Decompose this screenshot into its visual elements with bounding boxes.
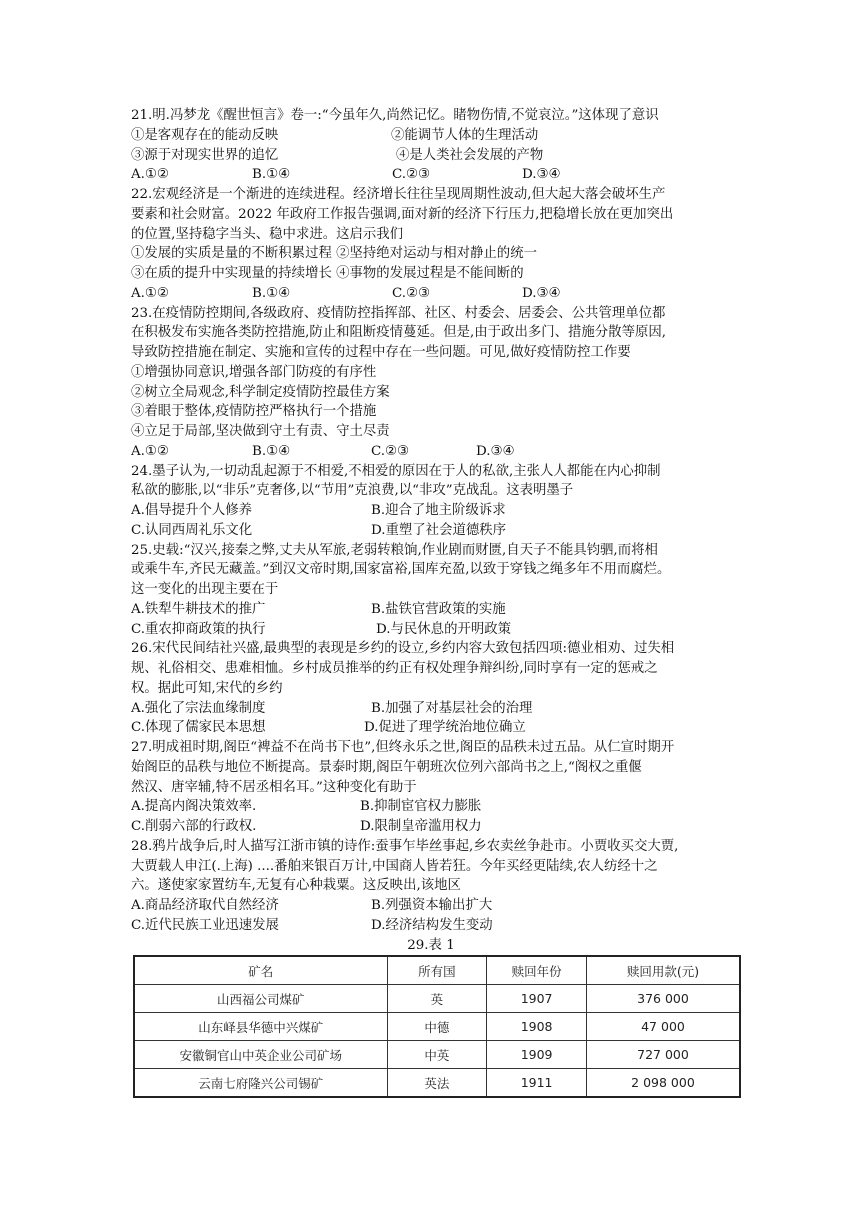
choice-d: D.③④ bbox=[522, 167, 561, 183]
q21-choices bbox=[131, 165, 731, 185]
q28-stem: 大贾载人申江(.上海) ....番舶来银百万计,中国商人皆若狂。今年买经更陆续,农人纺经十之 bbox=[131, 858, 658, 874]
q27-stem: 始阁臣的品秩与地位不断提高。景泰时期,阁臣午朝班次位列六部尚书之上,“阁权之重偃 bbox=[131, 759, 642, 775]
table-cell: 2 098 000 bbox=[586, 1069, 740, 1098]
choice-b: B.抑制宦官权力膨胀 bbox=[360, 799, 482, 815]
choice-c: C.削弱六部的行政权. bbox=[131, 819, 257, 834]
table-row bbox=[134, 1041, 740, 1069]
q28-stem: 28.鸦片战争后,时人描写江浙市镇的诗作:蚕事乍毕丝事起,乡农卖丝争赴市。小贾收买交大贾, bbox=[131, 838, 679, 854]
q22-stem: 22.宏观经济是一个渐进的连续进程。经济增长往往呈现周期性波动,但大起大落会破坏生产 bbox=[131, 187, 666, 202]
choice-a: A.①② bbox=[131, 443, 169, 459]
q23-item-4: ④立足于局部,坚决做到守土有责、守土尽责 bbox=[131, 424, 390, 439]
choice-d: D.经济结构发生变动 bbox=[371, 917, 493, 933]
choice-b: B.①④ bbox=[252, 443, 291, 459]
q21-stem: 21.明.冯梦龙《醒世恒言》卷一:“今虽年久,尚然记忆。睹物伤情,不觉哀泣。”这体现了意识 bbox=[131, 108, 659, 123]
q28-choices bbox=[131, 896, 731, 916]
choice-d: D.促进了理学统治地位确立 bbox=[364, 720, 526, 736]
q23-item-3: ③着眼于整体,疫情防控严格执行一个措施 bbox=[131, 404, 377, 420]
mine-redemption-table bbox=[133, 955, 741, 1098]
choice-a: A.①② bbox=[131, 167, 169, 183]
table-row bbox=[134, 985, 740, 1013]
choice-a: A.提高内阁决策效率. bbox=[131, 799, 257, 815]
q21-item-2: ②能调节人体的生理活动 bbox=[391, 127, 539, 143]
q22-items: ①发展的实质是量的不断积累过程 ②坚持绝对运动与相对静止的统一 bbox=[131, 246, 537, 262]
q22-items: ③在质的提升中实现量的持续增长 ④事物的发展过程是不能间断的 bbox=[131, 266, 524, 281]
choice-c: C.②③ bbox=[392, 285, 431, 301]
choice-a: A.强化了宗法血缘制度 bbox=[131, 700, 266, 716]
q22-choices bbox=[131, 284, 731, 304]
q21-item-4: ④是人类社会发展的产物 bbox=[396, 147, 544, 163]
choice-b: B.列强资本输出扩大 bbox=[371, 898, 493, 913]
table-header-cell: 所有国 bbox=[387, 956, 487, 985]
q27-stem: 27.明成祖时期,阁臣“裨益不在尚书下也”,但终永乐之世,阁臣的品秩未过五品。从仁宣时期开 bbox=[131, 740, 675, 755]
q23-stem: 23.在疫情防控期间,各级政府、疫情防控指挥部、社区、村委会、居委会、公共管理单位都 bbox=[131, 305, 666, 321]
q28-choices bbox=[131, 916, 731, 936]
table-cell: 1909 bbox=[487, 1041, 587, 1069]
table-cell: 中英 bbox=[387, 1041, 487, 1069]
choice-d: D.③④ bbox=[476, 443, 515, 459]
table-header-row bbox=[134, 956, 740, 985]
choice-c: C.认同西周礼乐文化 bbox=[131, 522, 253, 538]
choice-c: C.重农抑商政策的执行 bbox=[131, 621, 266, 637]
table-cell: 727 000 bbox=[586, 1041, 740, 1069]
choice-c: C.体现了儒家民本思想 bbox=[131, 720, 266, 736]
table-cell: 中德 bbox=[387, 1013, 487, 1041]
choice-a: A.①② bbox=[131, 285, 169, 301]
table-cell: 安徽铜官山中英企业公司矿场 bbox=[134, 1041, 387, 1069]
choice-a: A.铁犁牛耕技术的推广 bbox=[131, 601, 266, 617]
table-cell: 376 000 bbox=[586, 985, 740, 1013]
table-cell: 山东峄县华德中兴煤矿 bbox=[134, 1013, 387, 1041]
q26-stem: 规、礼俗相交、患难相恤。乡村成员推举的约正有权处理争辩纠纷,同时享有一定的惩戒之 bbox=[131, 661, 658, 676]
q26-stem: 权。据此可知,宋代的乡约 bbox=[131, 680, 283, 696]
q25-choices bbox=[131, 620, 731, 640]
table-cell: 英法 bbox=[387, 1069, 487, 1098]
choice-b: B.盐铁官营政策的实施 bbox=[371, 601, 506, 617]
q23-item-2: ②树立全局观念,科学制定疫情防控最佳方案 bbox=[131, 384, 390, 400]
q21-options-row bbox=[131, 126, 731, 146]
q23-item-1: ①增强协同意识,增强各部门防疫的有序性 bbox=[131, 364, 377, 380]
table-header-cell: 赎回年份 bbox=[487, 956, 587, 985]
q21-item-1: ①是客观存在的能动反映 bbox=[131, 127, 279, 143]
choice-c: C.②③ bbox=[392, 167, 431, 183]
q24-choices bbox=[131, 501, 731, 521]
table-cell: 英 bbox=[387, 985, 487, 1013]
choice-b: B.①④ bbox=[252, 285, 291, 301]
q26-choices bbox=[131, 699, 731, 719]
q25-choices bbox=[131, 600, 731, 620]
choice-a: A.商品经济取代自然经济 bbox=[131, 898, 279, 913]
q27-choices bbox=[131, 817, 731, 837]
q26-stem: 26.宋代民间结社兴盛,最典型的表现是乡约的设立,乡约内容大致包括四项:德业相劝、过失相 bbox=[131, 641, 675, 657]
q24-choices bbox=[131, 521, 731, 541]
choice-d: D.重塑了社会道德秩序 bbox=[371, 522, 507, 538]
table-row bbox=[134, 1013, 740, 1041]
q23-choices bbox=[131, 442, 731, 462]
table-header-cell: 赎回用款(元) bbox=[586, 956, 740, 985]
choice-d: D.与民休息的开明政策 bbox=[376, 621, 512, 637]
q25-stem: 或乘牛车,齐民无藏盖。”到汉文帝时期,国家富裕,国库充盈,以致于穿钱之绳多年不用而腐烂。 bbox=[131, 562, 671, 578]
q21-item-3: ③源于对现实世界的追忆 bbox=[131, 147, 279, 163]
q22-stem: 的位置,坚持稳字当头、稳中求进。这启示我们 bbox=[131, 226, 404, 242]
choice-c: C.近代民族工业迅速发展 bbox=[131, 917, 279, 933]
q24-stem: 私欲的膨胀,以“非乐”克奢侈,以“节用”克浪费,以“非攻”克战乱。这表明墨子 bbox=[131, 483, 574, 499]
q28-stem: 六。遂使家家置纺车,无复有心种栽粟。这反映出,该地区 bbox=[131, 878, 461, 894]
q27-choices bbox=[131, 797, 731, 817]
q29-table-title: 29.表 1 bbox=[407, 937, 455, 953]
q25-stem: 25.史载:“汉兴,接秦之弊,丈夫从军旅,老弱转粮饷,作业剧而财匮,自天子不能具钧驷,而将相 bbox=[131, 542, 658, 558]
table-cell: 山西福公司煤矿 bbox=[134, 985, 387, 1013]
q23-stem: 在积极发布实施各类防控措施,防止和阻断疫情蔓延。但是,由于政出多门、措施分散等原因, bbox=[131, 325, 667, 341]
table-cell: 47 000 bbox=[586, 1013, 740, 1041]
q27-stem: 然汉、唐宰辅,特不居丞相名耳。”这种变化有助于 bbox=[131, 779, 417, 795]
table-cell: 云南七府隆兴公司锡矿 bbox=[134, 1069, 387, 1098]
q22-stem: 要素和社会财富。2022 年政府工作报告强调,面对新的经济下行压力,把稳增长放在更加突出 bbox=[131, 206, 674, 222]
q24-stem: 24.墨子认为,一切动乱起源于不相爱,不相爱的原因在于人的私欲,主张人人都能在内心抑制 bbox=[131, 463, 661, 479]
q21-options-row bbox=[131, 146, 731, 166]
table-header-cell: 矿名 bbox=[134, 956, 387, 985]
q25-stem: 这一变化的出现主要在于 bbox=[131, 582, 279, 597]
choice-a: A.倡导提升个人修养 bbox=[131, 503, 253, 518]
choice-d: D.③④ bbox=[522, 285, 561, 301]
exam-page bbox=[131, 106, 731, 955]
table-cell: 1908 bbox=[487, 1013, 587, 1041]
q23-stem: 导致防控措施在制定、实施和宣传的过程中存在一些问题。可见,做好疫情防控工作要 bbox=[131, 345, 631, 360]
choice-b: B.加强了对基层社会的治理 bbox=[371, 700, 533, 716]
table-row bbox=[134, 1069, 740, 1098]
choice-d: D.限制皇帝滥用权力 bbox=[360, 819, 482, 834]
choice-b: B.迎合了地主阶级诉求 bbox=[371, 503, 506, 518]
choice-c: C.②③ bbox=[371, 443, 410, 459]
choice-b: B.①④ bbox=[252, 167, 291, 183]
table-cell: 1911 bbox=[487, 1069, 587, 1098]
table-cell: 1907 bbox=[487, 985, 587, 1013]
q26-choices bbox=[131, 718, 731, 738]
